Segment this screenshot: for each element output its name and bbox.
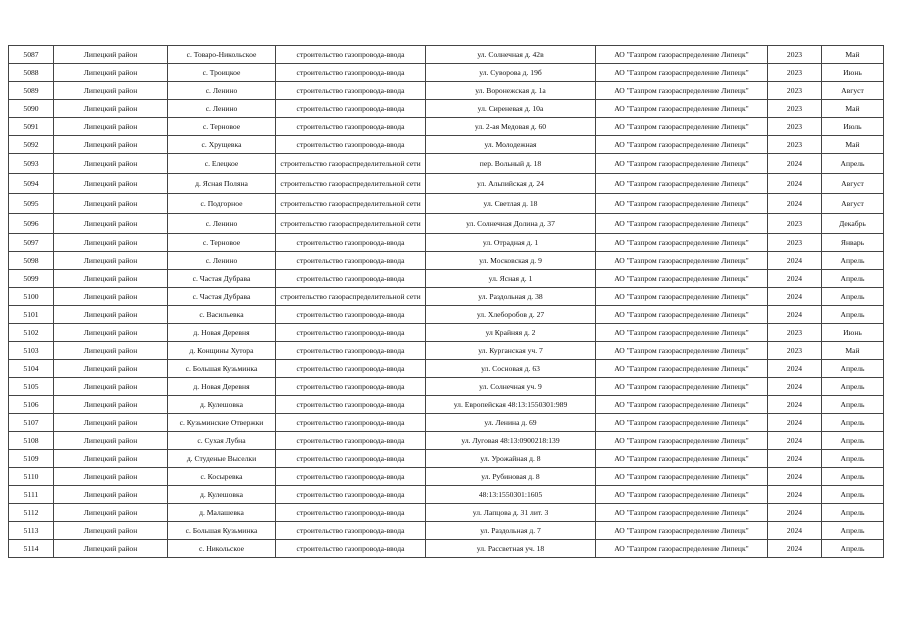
- table-row: [9, 136, 884, 154]
- address-cell: ул. Московская д. 9: [426, 252, 596, 270]
- district-cell: Липецкий район: [54, 504, 168, 522]
- month-cell: Апрель: [822, 414, 884, 432]
- table-row: [9, 100, 884, 118]
- month-cell: Апрель: [822, 468, 884, 486]
- year-cell: 2024: [768, 174, 822, 194]
- address-cell: ул. Лапцова д. 31 лит. 3: [426, 504, 596, 522]
- month-cell: Апрель: [822, 360, 884, 378]
- work-type-cell: строительство газопровода-ввода: [276, 136, 426, 154]
- table-row: [9, 82, 884, 100]
- year-cell: 2024: [768, 414, 822, 432]
- organization-cell: АО "Газпром газораспределение Липецк": [596, 396, 768, 414]
- year-cell: 2024: [768, 522, 822, 540]
- locality-cell: с. Терновое: [168, 118, 276, 136]
- year-cell: 2024: [768, 468, 822, 486]
- table-row: [9, 288, 884, 306]
- locality-cell: с. Елецкое: [168, 154, 276, 174]
- month-cell: Декабрь: [822, 214, 884, 234]
- table-row: [9, 522, 884, 540]
- month-cell: Август: [822, 82, 884, 100]
- year-cell: 2023: [768, 82, 822, 100]
- year-cell: 2024: [768, 486, 822, 504]
- locality-cell: с. Васильевка: [168, 306, 276, 324]
- year-cell: 2024: [768, 450, 822, 468]
- work-type-cell: строительство газораспределительной сети: [276, 214, 426, 234]
- work-type-cell: строительство газопровода-ввода: [276, 522, 426, 540]
- organization-cell: АО "Газпром газораспределение Липецк": [596, 306, 768, 324]
- work-type-cell: строительство газопровода-ввода: [276, 414, 426, 432]
- organization-cell: АО "Газпром газораспределение Липецк": [596, 360, 768, 378]
- month-cell: Январь: [822, 234, 884, 252]
- organization-cell: АО "Газпром газораспределение Липецк": [596, 468, 768, 486]
- address-cell: ул. Рубиновая д. 8: [426, 468, 596, 486]
- district-cell: Липецкий район: [54, 378, 168, 396]
- row-number-cell: 5093: [9, 154, 54, 174]
- table-row: [9, 252, 884, 270]
- organization-cell: АО "Газпром газораспределение Липецк": [596, 522, 768, 540]
- district-cell: Липецкий район: [54, 522, 168, 540]
- table-row: [9, 450, 884, 468]
- locality-cell: д. Новая Деревня: [168, 324, 276, 342]
- row-number-cell: 5114: [9, 540, 54, 558]
- locality-cell: с. Троицкое: [168, 64, 276, 82]
- locality-cell: с. Подгорное: [168, 194, 276, 214]
- district-cell: Липецкий район: [54, 252, 168, 270]
- table-row: [9, 342, 884, 360]
- district-cell: Липецкий район: [54, 118, 168, 136]
- locality-cell: с. Частая Дубрава: [168, 288, 276, 306]
- address-cell: ул. Хлеборобов д. 27: [426, 306, 596, 324]
- table-row: [9, 486, 884, 504]
- year-cell: 2024: [768, 396, 822, 414]
- address-cell: ул. Луговая 48:13:0900218:139: [426, 432, 596, 450]
- work-type-cell: строительство газопровода-ввода: [276, 396, 426, 414]
- locality-cell: с. Частая Дубрава: [168, 270, 276, 288]
- address-cell: ул. Курганская уч. 7: [426, 342, 596, 360]
- work-type-cell: строительство газопровода-ввода: [276, 342, 426, 360]
- organization-cell: АО "Газпром газораспределение Липецк": [596, 540, 768, 558]
- row-number-cell: 5107: [9, 414, 54, 432]
- organization-cell: АО "Газпром газораспределение Липецк": [596, 378, 768, 396]
- work-type-cell: строительство газопровода-ввода: [276, 378, 426, 396]
- organization-cell: АО "Газпром газораспределение Липецк": [596, 174, 768, 194]
- month-cell: Апрель: [822, 540, 884, 558]
- year-cell: 2023: [768, 136, 822, 154]
- organization-cell: АО "Газпром газораспределение Липецк": [596, 432, 768, 450]
- month-cell: Апрель: [822, 396, 884, 414]
- row-number-cell: 5101: [9, 306, 54, 324]
- organization-cell: АО "Газпром газораспределение Липецк": [596, 136, 768, 154]
- month-cell: Апрель: [822, 522, 884, 540]
- district-cell: Липецкий район: [54, 154, 168, 174]
- locality-cell: с. Большая Кузьминка: [168, 360, 276, 378]
- organization-cell: АО "Газпром газораспределение Липецк": [596, 288, 768, 306]
- work-type-cell: строительство газораспределительной сети: [276, 194, 426, 214]
- address-cell: ул. Сосновая д. 63: [426, 360, 596, 378]
- year-cell: 2024: [768, 288, 822, 306]
- locality-cell: с. Хрущевка: [168, 136, 276, 154]
- month-cell: Апрель: [822, 432, 884, 450]
- table-row: [9, 234, 884, 252]
- month-cell: Июнь: [822, 324, 884, 342]
- work-type-cell: строительство газораспределительной сети: [276, 174, 426, 194]
- work-type-cell: строительство газопровода-ввода: [276, 252, 426, 270]
- district-cell: Липецкий район: [54, 540, 168, 558]
- year-cell: 2023: [768, 64, 822, 82]
- address-cell: ул Крайняя д. 2: [426, 324, 596, 342]
- organization-cell: АО "Газпром газораспределение Липецк": [596, 270, 768, 288]
- table-row: [9, 324, 884, 342]
- table-row: [9, 378, 884, 396]
- row-number-cell: 5098: [9, 252, 54, 270]
- work-type-cell: строительство газопровода-ввода: [276, 270, 426, 288]
- district-cell: Липецкий район: [54, 82, 168, 100]
- address-cell: ул. Ленина д. 69: [426, 414, 596, 432]
- address-cell: ул. Воронежская д. 1а: [426, 82, 596, 100]
- row-number-cell: 5104: [9, 360, 54, 378]
- address-cell: ул. Альпийская д. 24: [426, 174, 596, 194]
- row-number-cell: 5113: [9, 522, 54, 540]
- organization-cell: АО "Газпром газораспределение Липецк": [596, 154, 768, 174]
- table-row: [9, 360, 884, 378]
- year-cell: 2023: [768, 214, 822, 234]
- table-row: [9, 118, 884, 136]
- district-cell: Липецкий район: [54, 414, 168, 432]
- organization-cell: АО "Газпром газораспределение Липецк": [596, 214, 768, 234]
- organization-cell: АО "Газпром газораспределение Липецк": [596, 450, 768, 468]
- address-cell: 48:13:1550301:1605: [426, 486, 596, 504]
- year-cell: 2024: [768, 270, 822, 288]
- district-cell: Липецкий район: [54, 214, 168, 234]
- organization-cell: АО "Газпром газораспределение Липецк": [596, 64, 768, 82]
- row-number-cell: 5106: [9, 396, 54, 414]
- work-type-cell: строительство газопровода-ввода: [276, 306, 426, 324]
- work-type-cell: строительство газопровода-ввода: [276, 64, 426, 82]
- organization-cell: АО "Газпром газораспределение Липецк": [596, 46, 768, 64]
- work-type-cell: строительство газопровода-ввода: [276, 82, 426, 100]
- month-cell: Апрель: [822, 288, 884, 306]
- address-cell: ул. Ясная д. 1: [426, 270, 596, 288]
- work-type-cell: строительство газопровода-ввода: [276, 360, 426, 378]
- work-type-cell: строительство газопровода-ввода: [276, 100, 426, 118]
- table-row: [9, 468, 884, 486]
- year-cell: 2024: [768, 504, 822, 522]
- district-cell: Липецкий район: [54, 64, 168, 82]
- address-cell: ул. Солнечная Долина д. 37: [426, 214, 596, 234]
- month-cell: Май: [822, 100, 884, 118]
- district-cell: Липецкий район: [54, 270, 168, 288]
- year-cell: 2024: [768, 194, 822, 214]
- row-number-cell: 5103: [9, 342, 54, 360]
- organization-cell: АО "Газпром газораспределение Липецк": [596, 100, 768, 118]
- locality-cell: с. Ленино: [168, 82, 276, 100]
- row-number-cell: 5088: [9, 64, 54, 82]
- table-body: [9, 46, 884, 558]
- row-number-cell: 5112: [9, 504, 54, 522]
- district-cell: Липецкий район: [54, 468, 168, 486]
- address-cell: ул. Отрадная д. 1: [426, 234, 596, 252]
- organization-cell: АО "Газпром газораспределение Липецк": [596, 342, 768, 360]
- month-cell: Май: [822, 46, 884, 64]
- district-cell: Липецкий район: [54, 136, 168, 154]
- table-row: [9, 504, 884, 522]
- table-row: [9, 540, 884, 558]
- work-type-cell: строительство газораспределительной сети: [276, 288, 426, 306]
- row-number-cell: 5095: [9, 194, 54, 214]
- month-cell: Август: [822, 174, 884, 194]
- locality-cell: д. Конщины Хутора: [168, 342, 276, 360]
- year-cell: 2023: [768, 100, 822, 118]
- year-cell: 2024: [768, 378, 822, 396]
- table-row: [9, 64, 884, 82]
- month-cell: Май: [822, 342, 884, 360]
- row-number-cell: 5108: [9, 432, 54, 450]
- work-type-cell: строительство газопровода-ввода: [276, 234, 426, 252]
- row-number-cell: 5089: [9, 82, 54, 100]
- work-type-cell: строительство газопровода-ввода: [276, 504, 426, 522]
- row-number-cell: 5094: [9, 174, 54, 194]
- district-cell: Липецкий район: [54, 46, 168, 64]
- district-cell: Липецкий район: [54, 360, 168, 378]
- month-cell: Май: [822, 136, 884, 154]
- row-number-cell: 5111: [9, 486, 54, 504]
- work-type-cell: строительство газопровода-ввода: [276, 324, 426, 342]
- work-type-cell: строительство газопровода-ввода: [276, 540, 426, 558]
- organization-cell: АО "Газпром газораспределение Липецк": [596, 118, 768, 136]
- table-row: [9, 270, 884, 288]
- month-cell: Август: [822, 194, 884, 214]
- row-number-cell: 5096: [9, 214, 54, 234]
- row-number-cell: 5109: [9, 450, 54, 468]
- district-cell: Липецкий район: [54, 234, 168, 252]
- row-number-cell: 5102: [9, 324, 54, 342]
- month-cell: Апрель: [822, 486, 884, 504]
- locality-cell: с. Большая Кузьминка: [168, 522, 276, 540]
- address-cell: ул. Светлая д. 18: [426, 194, 596, 214]
- table-row: [9, 306, 884, 324]
- year-cell: 2024: [768, 306, 822, 324]
- locality-cell: с. Никольское: [168, 540, 276, 558]
- month-cell: Апрель: [822, 378, 884, 396]
- row-number-cell: 5100: [9, 288, 54, 306]
- year-cell: 2024: [768, 252, 822, 270]
- month-cell: Апрель: [822, 450, 884, 468]
- district-cell: Липецкий район: [54, 288, 168, 306]
- month-cell: Июль: [822, 118, 884, 136]
- month-cell: Июнь: [822, 64, 884, 82]
- locality-cell: д. Малашевка: [168, 504, 276, 522]
- organization-cell: АО "Газпром газораспределение Липецк": [596, 252, 768, 270]
- district-cell: Липецкий район: [54, 450, 168, 468]
- address-cell: ул. 2-ая Медовая д. 60: [426, 118, 596, 136]
- year-cell: 2024: [768, 154, 822, 174]
- row-number-cell: 5110: [9, 468, 54, 486]
- organization-cell: АО "Газпром газораспределение Липецк": [596, 82, 768, 100]
- district-cell: Липецкий район: [54, 306, 168, 324]
- address-cell: ул. Раздольная д. 38: [426, 288, 596, 306]
- work-type-cell: строительство газораспределительной сети: [276, 154, 426, 174]
- month-cell: Апрель: [822, 270, 884, 288]
- locality-cell: с. Ленино: [168, 100, 276, 118]
- address-cell: ул. Солнечная уч. 9: [426, 378, 596, 396]
- district-cell: Липецкий район: [54, 194, 168, 214]
- year-cell: 2023: [768, 234, 822, 252]
- district-cell: Липецкий район: [54, 432, 168, 450]
- row-number-cell: 5099: [9, 270, 54, 288]
- year-cell: 2023: [768, 118, 822, 136]
- table-row: [9, 414, 884, 432]
- organization-cell: АО "Газпром газораспределение Липецк": [596, 324, 768, 342]
- address-cell: ул. Европейская 48:13:1550301:989: [426, 396, 596, 414]
- organization-cell: АО "Газпром газораспределение Липецк": [596, 414, 768, 432]
- table-row: [9, 432, 884, 450]
- month-cell: Апрель: [822, 504, 884, 522]
- locality-cell: с. Ленино: [168, 214, 276, 234]
- locality-cell: с. Кузьминские Отвержки: [168, 414, 276, 432]
- work-type-cell: строительство газопровода-ввода: [276, 450, 426, 468]
- address-cell: ул. Сиреневая д. 10а: [426, 100, 596, 118]
- district-cell: Липецкий район: [54, 396, 168, 414]
- row-number-cell: 5092: [9, 136, 54, 154]
- organization-cell: АО "Газпром газораспределение Липецк": [596, 486, 768, 504]
- address-cell: ул. Молодежная: [426, 136, 596, 154]
- address-cell: пер. Вольный д. 18: [426, 154, 596, 174]
- table-row: [9, 174, 884, 194]
- table-row: [9, 154, 884, 174]
- gas-connection-table: [8, 45, 884, 558]
- row-number-cell: 5091: [9, 118, 54, 136]
- month-cell: Апрель: [822, 154, 884, 174]
- organization-cell: АО "Газпром газораспределение Липецк": [596, 504, 768, 522]
- district-cell: Липецкий район: [54, 342, 168, 360]
- year-cell: 2024: [768, 360, 822, 378]
- table-row: [9, 46, 884, 64]
- year-cell: 2024: [768, 432, 822, 450]
- year-cell: 2023: [768, 324, 822, 342]
- table-row: [9, 396, 884, 414]
- year-cell: 2024: [768, 540, 822, 558]
- row-number-cell: 5105: [9, 378, 54, 396]
- year-cell: 2023: [768, 342, 822, 360]
- work-type-cell: строительство газопровода-ввода: [276, 118, 426, 136]
- address-cell: ул. Солнечная д. 42в: [426, 46, 596, 64]
- work-type-cell: строительство газопровода-ввода: [276, 432, 426, 450]
- locality-cell: д. Кулешовка: [168, 396, 276, 414]
- district-cell: Липецкий район: [54, 324, 168, 342]
- organization-cell: АО "Газпром газораспределение Липецк": [596, 194, 768, 214]
- locality-cell: д. Кулешовка: [168, 486, 276, 504]
- month-cell: Апрель: [822, 306, 884, 324]
- work-type-cell: строительство газопровода-ввода: [276, 46, 426, 64]
- work-type-cell: строительство газопровода-ввода: [276, 486, 426, 504]
- locality-cell: д. Новая Деревня: [168, 378, 276, 396]
- address-cell: ул. Урожайная д. 8: [426, 450, 596, 468]
- locality-cell: с. Терновое: [168, 234, 276, 252]
- year-cell: 2023: [768, 46, 822, 64]
- row-number-cell: 5097: [9, 234, 54, 252]
- table-row: [9, 214, 884, 234]
- address-cell: ул. Раздольная д. 7: [426, 522, 596, 540]
- work-type-cell: строительство газопровода-ввода: [276, 468, 426, 486]
- district-cell: Липецкий район: [54, 100, 168, 118]
- row-number-cell: 5087: [9, 46, 54, 64]
- organization-cell: АО "Газпром газораспределение Липецк": [596, 234, 768, 252]
- locality-cell: с. Ленино: [168, 252, 276, 270]
- row-number-cell: 5090: [9, 100, 54, 118]
- locality-cell: д. Студеные Выселки: [168, 450, 276, 468]
- locality-cell: с. Товаро-Никольское: [168, 46, 276, 64]
- address-cell: ул. Рассветная уч. 18: [426, 540, 596, 558]
- locality-cell: с. Косыревка: [168, 468, 276, 486]
- district-cell: Липецкий район: [54, 486, 168, 504]
- locality-cell: с. Сухая Лубна: [168, 432, 276, 450]
- month-cell: Апрель: [822, 252, 884, 270]
- district-cell: Липецкий район: [54, 174, 168, 194]
- locality-cell: д. Ясная Поляна: [168, 174, 276, 194]
- address-cell: ул. Суворова д. 19б: [426, 64, 596, 82]
- table-row: [9, 194, 884, 214]
